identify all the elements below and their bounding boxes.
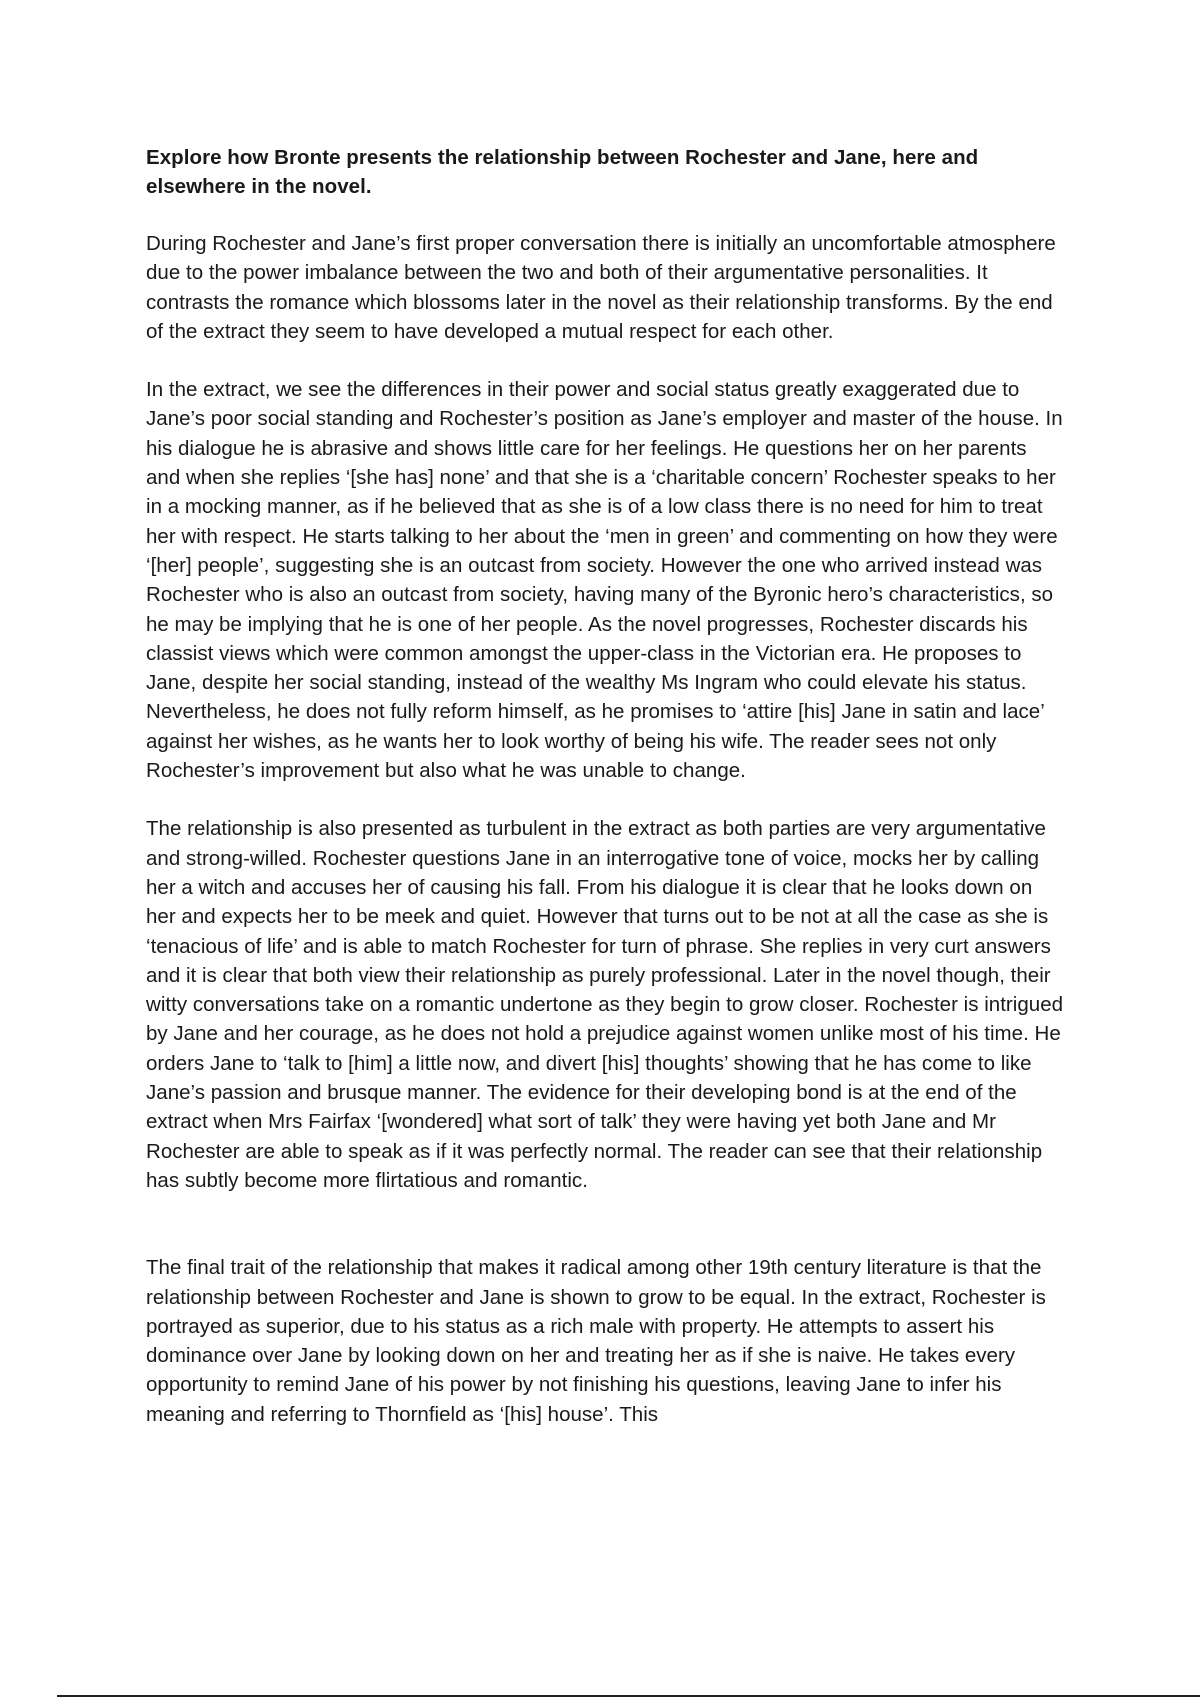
paragraph-power-and-status: In the extract, we see the differences in their power and social status greatly exaggerated due to Jane’s poor social standing and Rochester’s position as Jane’s employer and master of the house. In his dialogue he is abrasive and shows little care for her feelings. He questions her on her parents and when she replies ‘[she has] none’ and that she is a ‘charitable concern’ Rochester speaks to her in a mocking manner, as if he believed that as she is of a low class there is no need for him to treat her with respect. He starts talking to her about the ‘men in green’ and commenting on how they were ‘[her] people’, suggesting she is an outcast from society. However the one who arrived instead was Rochester who is also an outcast from society, having many of the Byronic hero’s characteristics, so he may be implying that he is one of her people. As the novel progresses, Rochester discards his classist views which were common amongst the upper-class in the Victorian era. He proposes to Jane, despite her social standing, instead of the wealthy Ms Ingram who could elevate his status. Nevertheless, he does not fully reform himself, as he promises to ‘attire [his] Jane in satin and lace’ against her wishes, as he wants her to look worthy of being his wife. The reader sees not only Rochester’s improvement but also what he was unable to change. (146, 378, 1063, 783)
document-body (146, 143, 1066, 1458)
essay-question-heading: Explore how Bronte presents the relationship between Rochester and Jane, here and elsewhere in the novel. (146, 146, 979, 198)
paragraph-introduction: During Rochester and Jane’s first proper conversation there is initially an uncomfortable atmosphere due to the power imbalance between the two and both of their argumentative personalities. It contrasts the romance which blossoms later in the novel as their relationship transforms. By the end of the extract they seem to have developed a mutual respect for each other. (146, 232, 1056, 343)
page-bottom-divider (57, 1695, 1200, 1697)
paragraph-equality: The final trait of the relationship that makes it radical among other 19th century literature is that the relationship between Rochester and Jane is shown to grow to be equal. In the extract, Rochester is portrayed as superior, due to his status as a rich male with property. He attempts to assert his dominance over Jane by looking down on her and treating her as if she is naive. He takes every opportunity to remind Jane of his power by not finishing his questions, leaving Jane to infer his meaning and referring to Thornfield as ‘[his] house’. This (146, 1256, 1046, 1426)
paragraph-turbulent-relationship: The relationship is also presented as turbulent in the extract as both parties are very argumentative and strong-willed. Rochester questions Jane in an interrogative tone of voice, mocks her by calling her a witch and accuses her of causing his fall. From his dialogue it is clear that he looks down on her and expects her to be meek and quiet. However that turns out to be not at all the case as she is ‘tenacious of life’ and is able to match Rochester for turn of phrase. She replies in very curt answers and it is clear that both view their relationship as purely professional. Later in the novel though, their witty conversations take on a romantic undertone as they begin to grow closer. Rochester is intrigued by Jane and her courage, as he does not hold a prejudice against women unlike most of his time. He orders Jane to ‘talk to [him] a little now, and divert [his] thoughts’ showing that he has come to like Jane’s passion and brusque manner. The evidence for their developing bond is at the end of the extract when Mrs Fairfax ‘[wondered] what sort of talk’ they were having yet both Jane and Mr Rochester are able to speak as if it was perfectly normal. The reader can see that their relationship has subtly become more flirtatious and romantic. (146, 817, 1064, 1192)
